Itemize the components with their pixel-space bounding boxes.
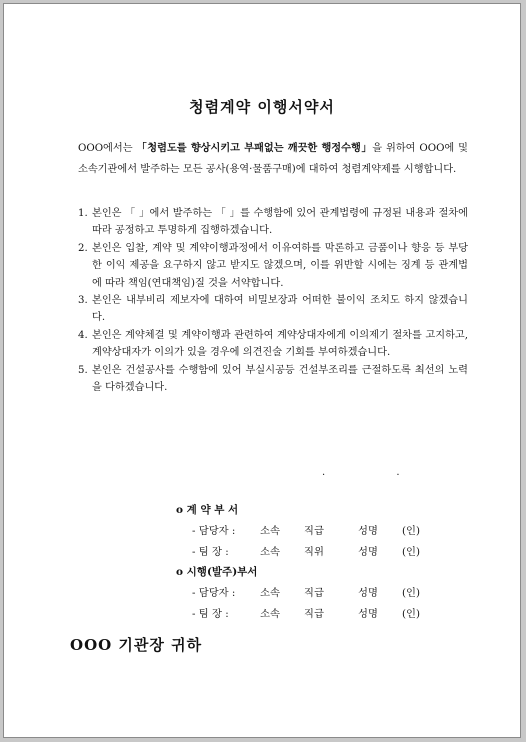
seal-label: (인) xyxy=(402,608,420,620)
role-label: - 담당자 : xyxy=(192,587,236,599)
intro-prefix: OOO에서는 xyxy=(78,143,137,154)
item-text: 본인은 건설공사를 수행함에 있어 부실시공등 건설부조리를 근절하도록 최선의 노력을 다하겠습니다. xyxy=(92,364,468,394)
pledge-list xyxy=(78,205,468,396)
item-text: 본인은 계약체결 및 계약이행과 관련하여 계약상대자에게 이의제기 절차를 고지하고, 계약상대자가 이의가 있을 경우에 의견진술 기회를 부여하겠습니다. xyxy=(92,329,468,359)
role-label: - 팀 장 : xyxy=(192,608,229,620)
rank-label: 직급 xyxy=(304,608,324,620)
item-text: 본인은 입찰, 계약 및 계약이행과정에서 이유여하를 막론하고 금품이나 향응 등 부당한 이익 제공을 요구하지 않고 받지도 않겠으며, 이를 위반할 시에는 징계 등 관계법에 따라 책임(연대책임)질 것을 서약합니다. xyxy=(92,242,468,289)
role-label: - 팀 장 : xyxy=(192,546,229,558)
document-page xyxy=(3,3,521,738)
name-label: 성명 xyxy=(358,525,378,537)
rank-label: 직위 xyxy=(304,546,324,558)
item-number: 4. xyxy=(78,329,88,341)
seal-label: (인) xyxy=(402,587,420,599)
intro-emphasis: 「청렴도를 향상시키고 부패없는 깨끗한 행정수행」 xyxy=(136,142,373,154)
item-text: 본인은 내부비리 제보자에 대하여 비밀보장과 어떠한 불이익 조치도 하지 않겠습니다. xyxy=(92,295,468,324)
list-item xyxy=(78,240,468,292)
affiliation-label: 소속 xyxy=(260,525,280,537)
exec-dept-heading: o 시행(발주)부서 xyxy=(176,566,258,578)
role-label: - 담당자 : xyxy=(192,525,236,537)
date-line: . . xyxy=(322,467,434,478)
item-text: 본인은 「 」에서 발주하는 「 」를 수행함에 있어 관계법령에 규정된 내용과 절차에 따라 공정하고 투명하게 집행하겠습니다. xyxy=(92,208,468,237)
item-number: 2. xyxy=(78,242,88,254)
name-label: 성명 xyxy=(358,546,378,558)
list-item xyxy=(78,362,468,397)
seal-label: (인) xyxy=(402,546,420,558)
document-title: 청렴계약 이행서약서 xyxy=(189,98,335,116)
affiliation-label: 소속 xyxy=(260,587,280,599)
name-label: 성명 xyxy=(358,608,378,620)
seal-label: (인) xyxy=(402,525,420,537)
intro-suffix: 을 위하여 OOO에 및 소속기관에서 발주하는 모든 공사(용역·물품구매)에 대하여 청렴계약제를 시행합니다. xyxy=(78,143,468,175)
contract-dept-heading: o 계 약 부 서 xyxy=(176,504,239,516)
affiliation-label: 소속 xyxy=(260,546,280,558)
affiliation-label: 소속 xyxy=(260,608,280,620)
list-item xyxy=(78,292,468,327)
name-label: 성명 xyxy=(358,587,378,599)
list-item xyxy=(78,205,468,240)
list-item xyxy=(78,327,468,362)
item-number: 1. xyxy=(78,208,88,219)
rank-label: 직급 xyxy=(304,587,324,599)
rank-label: 직급 xyxy=(304,525,324,537)
item-number: 3. xyxy=(78,295,88,307)
intro-paragraph xyxy=(78,138,468,180)
item-number: 5. xyxy=(78,364,88,376)
addressee: OOO 기관장 귀하 xyxy=(70,636,203,654)
